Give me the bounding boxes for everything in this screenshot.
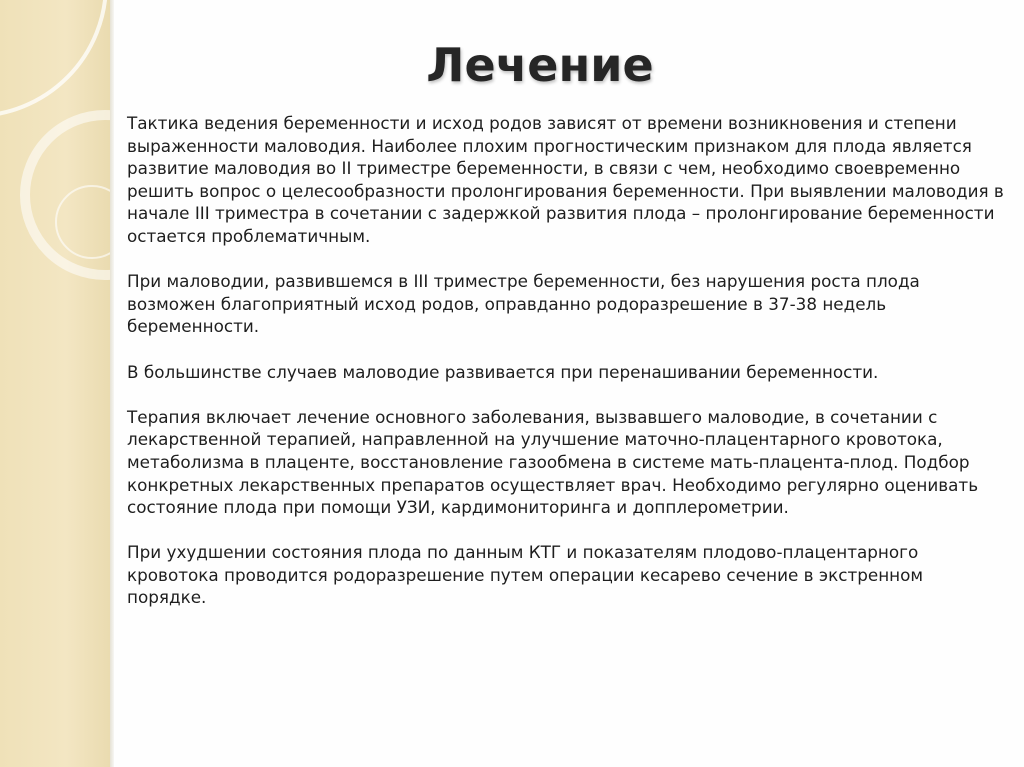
paragraph-tactics: Тактика ведения беременности и исход родов зависят от времени возникновения и степени выраженности маловодия. Наиболее плохим прогностическим признаком для плода является развитие маловодия во II триместре беременности, в связи с чем, необходимо своевременно решить вопрос о целесообразности пролонгирования беременности. При выявлении маловодия в начале III триместра в сочетании с задержкой развития плода – пролонгирование беременности остается проблематичным. xyxy=(127,113,1004,246)
decorative-side-band xyxy=(0,0,110,767)
slide-body xyxy=(127,112,1007,632)
paragraph-delivery: При ухудшении состояния плода по данным КТГ и показателям плодово-плацентарного кровотока проводится родоразрешение путем операции кесарево сечение в экстренном порядке. xyxy=(127,542,924,608)
paragraph-therapy: Терапия включает лечение основного заболевания, вызвавшего маловодие, в сочетании с лекарственной терапией, направленной на улучшение маточно-плацентарного кровотока, метаболизма в плаценте, восстановление газообмена в системе мать-плацента-плод. Подбор конкретных лекарственных препаратов осуществляет врач. Необходимо регулярно оценивать состояние плода при помощи УЗИ, кардимониторинга и допплерометрии. xyxy=(127,406,979,518)
slide-title: Лечение xyxy=(426,38,654,92)
side-band-edge xyxy=(110,0,114,767)
decorative-ring-large xyxy=(0,0,108,118)
paragraph-third-trimester: При маловодии, развившемся в III триместре беременности, без нарушения роста плода возможен благоприятный исход родов, оправданно родоразрешение в 37-38 недель беременности. xyxy=(127,271,920,337)
paragraph-post-term: В большинстве случаев маловодие развивается при перенашивании беременности. xyxy=(127,361,879,382)
